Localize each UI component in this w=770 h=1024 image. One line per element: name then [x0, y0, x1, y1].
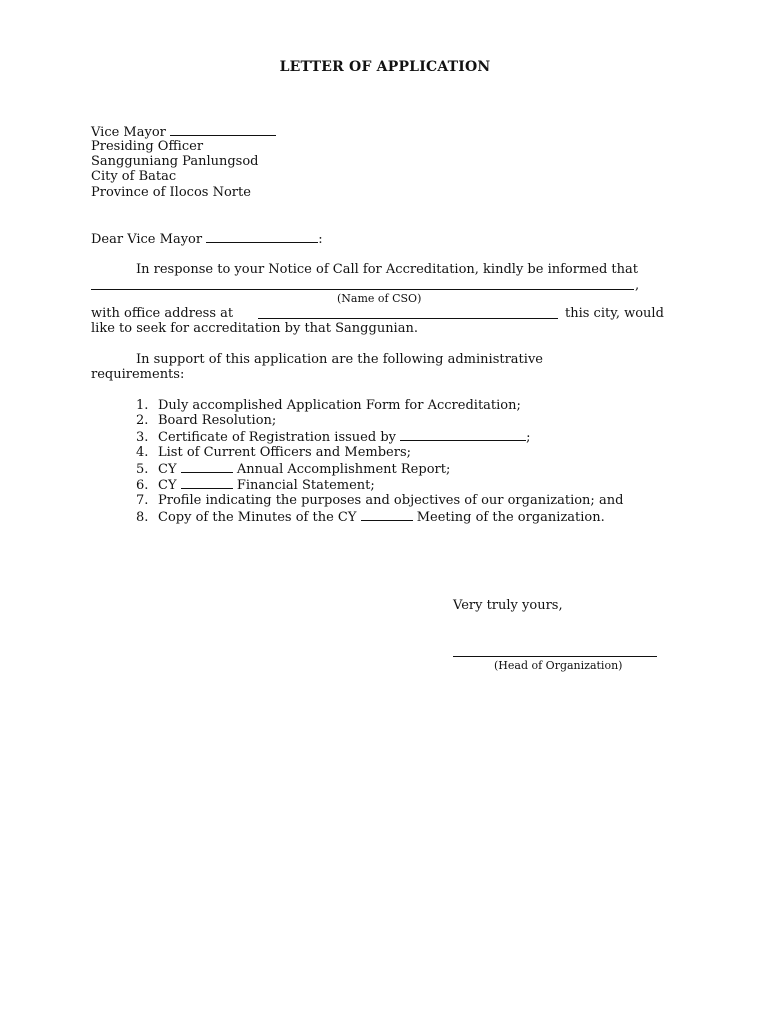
- requirement-text: List of Current Officers and Members;: [158, 445, 411, 461]
- cso-name-comma: ,: [635, 278, 640, 293]
- vice-mayor-name-blank: [170, 124, 276, 136]
- addressee-line-sanggunian: Sangguniang Panlungsod: [91, 154, 259, 169]
- requirements-list: [136, 398, 623, 525]
- office-address-blank: [258, 318, 558, 319]
- paragraph2-line2: requirements:: [91, 367, 185, 382]
- requirement-text: Copy of the Minutes of the CY: [158, 509, 357, 525]
- cy-year-blank: [181, 461, 233, 473]
- document-title: LETTER OF APPLICATION: [279, 59, 491, 75]
- salutation-prefix: Dear Vice Mayor: [91, 232, 203, 247]
- paragraph2-line1: In support of this application are the following administrative: [136, 352, 543, 367]
- requirement-text-end: ;: [526, 429, 531, 445]
- requirement-number: 4.: [136, 445, 149, 461]
- requirement-number: 2.: [136, 413, 149, 429]
- requirement-item-4: [136, 445, 623, 460]
- requirement-item-2: [136, 413, 623, 428]
- cso-name-blank: [91, 289, 634, 290]
- addressee-line-province: Province of Ilocos Norte: [91, 185, 251, 200]
- paragraph1-line4: like to seek for accreditation by that Sanggunian.: [91, 321, 418, 336]
- requirement-item-5: [136, 461, 623, 477]
- requirement-text: Profile indicating the purposes and objectives of our organization; and: [158, 493, 624, 509]
- addressee-line-presiding-officer: Presiding Officer: [91, 139, 204, 154]
- requirement-text: Board Resolution;: [158, 413, 277, 429]
- requirement-text-end: Annual Accomplishment Report;: [236, 461, 451, 477]
- requirement-number: 8.: [136, 509, 149, 525]
- salutation-colon: :: [318, 232, 323, 247]
- signature-caption: (Head of Organization): [494, 659, 623, 672]
- paragraph1-line1: In response to your Notice of Call for Accreditation, kindly be informed that: [136, 262, 638, 277]
- signature-line: [453, 656, 657, 657]
- requirement-item-7: [136, 493, 623, 508]
- salutation-name-blank: [206, 231, 318, 243]
- requirement-item-6: [136, 477, 623, 493]
- requirement-number: 7.: [136, 493, 149, 509]
- requirement-text: CY: [158, 478, 177, 494]
- requirement-item-8: [136, 509, 623, 525]
- requirement-item-3: [136, 429, 623, 445]
- requirement-text: Certificate of Registration issued by: [158, 429, 396, 445]
- addressee-line-vice-mayor: [91, 124, 276, 140]
- cy-year-blank: [361, 509, 413, 521]
- paragraph1-address-label: with office address at: [91, 306, 234, 321]
- requirement-text: CY: [158, 461, 177, 477]
- issuing-agency-blank: [400, 429, 526, 441]
- addressee-line-city: City of Batac: [91, 169, 177, 184]
- requirement-item-1: [136, 398, 623, 413]
- requirement-number: 3.: [136, 429, 149, 445]
- cso-name-caption: (Name of CSO): [337, 292, 422, 305]
- cy-year-blank: [181, 477, 233, 489]
- requirement-number: 6.: [136, 478, 149, 494]
- addressee-vice-mayor-label: Vice Mayor: [91, 125, 166, 140]
- requirement-text-end: Financial Statement;: [236, 478, 375, 494]
- requirement-number: 5.: [136, 461, 149, 477]
- salutation: [91, 231, 323, 247]
- requirement-text-end: Meeting of the organization.: [416, 509, 605, 525]
- paragraph1-city-text: this city, would: [565, 306, 664, 321]
- closing-text: Very truly yours,: [453, 598, 563, 613]
- requirement-text: Duly accomplished Application Form for Accreditation;: [158, 398, 521, 413]
- requirement-number: 1.: [136, 398, 149, 413]
